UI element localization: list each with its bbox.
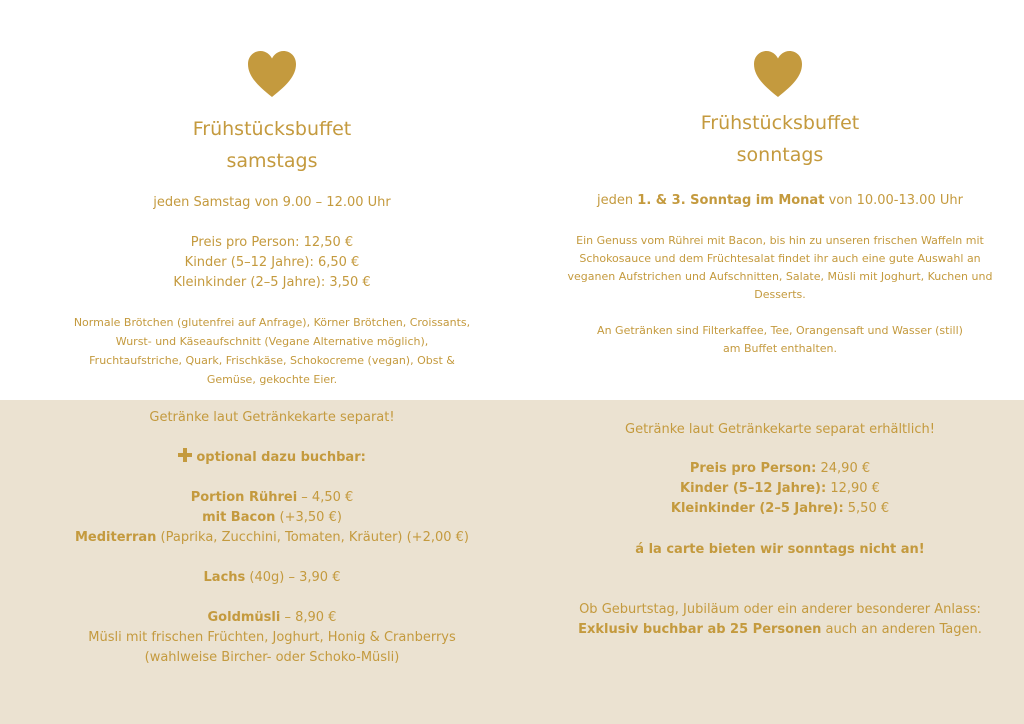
title-line: Frühstücksbuffet bbox=[700, 112, 860, 134]
price-line: Kinder (5–12 Jahre): 6,50 € bbox=[184, 255, 360, 270]
addon-price: (+3,50 €) bbox=[275, 510, 342, 525]
heart-icon bbox=[753, 50, 803, 98]
description-line: Fruchtaufstriche, Quark, Frischkäse, Schokocreme (vegan), Obst & bbox=[89, 354, 455, 367]
schedule-saturday bbox=[30, 193, 514, 213]
schedule-bold: 1. & 3. Sonntag im Monat bbox=[637, 193, 825, 208]
title-sunday bbox=[526, 107, 1024, 171]
events-line-2 bbox=[526, 620, 1024, 640]
no-alacarte-note bbox=[526, 540, 1024, 560]
price-value: 12,90 € bbox=[826, 481, 880, 496]
description-line: Schokosauce und dem Früchtesalat findet ihr auch eine gute Auswahl an bbox=[579, 252, 981, 265]
addon-name: Lachs bbox=[203, 570, 246, 585]
plus-icon bbox=[178, 448, 192, 462]
description-line: Normale Brötchen (glutenfrei auf Anfrage), Körner Brötchen, Croissants, bbox=[73, 316, 471, 329]
drinks-included-sunday bbox=[526, 322, 1024, 358]
price-line: Preis pro Person: 12,50 € bbox=[190, 235, 354, 250]
addon-name: Portion Rührei bbox=[190, 490, 298, 505]
muesli-line: (wahlweise Bircher- oder Schoko-Müsli) bbox=[144, 650, 400, 665]
description-sunday bbox=[526, 232, 1024, 304]
muesli-line: Müsli mit frischen Früchten, Joghurt, Honig & Cranberrys bbox=[88, 630, 456, 645]
addon-mediterran bbox=[30, 528, 514, 548]
optional-label: optional dazu buchbar: bbox=[196, 450, 366, 465]
no-alacarte-text: á la carte bieten wir sonntags nicht an! bbox=[635, 542, 925, 557]
title-line: sonntags bbox=[736, 144, 824, 166]
price-label: Kinder (5–12 Jahre): bbox=[680, 481, 827, 496]
drinks-note-text: Getränke laut Getränkekarte separat! bbox=[149, 410, 395, 425]
price-line bbox=[526, 499, 1024, 519]
title-line: Frühstücksbuffet bbox=[192, 118, 352, 140]
addon-detail: (40g) – 3,90 € bbox=[245, 570, 341, 585]
addon-price: – 8,90 € bbox=[280, 610, 337, 625]
schedule-post: von 10.00-13.00 Uhr bbox=[824, 193, 963, 208]
addon-name: mit Bacon bbox=[202, 510, 276, 525]
addon-detail: (Paprika, Zucchini, Tomaten, Kräuter) (+2,00 €) bbox=[156, 530, 469, 545]
drinks-note-saturday bbox=[30, 408, 514, 428]
description-saturday bbox=[30, 313, 514, 389]
description-line: veganen Aufstrichen und Aufschnitten, Salate, Müsli mit Joghurt, Kuchen und bbox=[567, 270, 993, 283]
events-line: Ob Geburtstag, Jubiläum oder ein anderer besonderer Anlass: bbox=[579, 602, 981, 617]
events-post: auch an anderen Tagen. bbox=[821, 622, 982, 637]
title-saturday bbox=[30, 113, 514, 177]
price-label: Kleinkinder (2–5 Jahre): bbox=[670, 501, 844, 516]
addon-ruehrei bbox=[30, 488, 514, 508]
addon-name: Mediterran bbox=[75, 530, 157, 545]
events-bold: Exklusiv buchbar ab 25 Personen bbox=[578, 622, 822, 637]
prices-sunday bbox=[526, 459, 1024, 519]
schedule-text: jeden Samstag von 9.00 – 12.00 Uhr bbox=[153, 195, 391, 210]
drinks-line: An Getränken sind Filterkaffee, Tee, Orangensaft und Wasser (still) bbox=[597, 324, 963, 337]
heart-icon bbox=[247, 50, 297, 98]
price-value: 24,90 € bbox=[816, 461, 871, 476]
description-line: Desserts. bbox=[754, 288, 806, 301]
addon-name: Goldmüsli bbox=[207, 610, 281, 625]
price-line bbox=[526, 459, 1024, 479]
price-line bbox=[526, 479, 1024, 499]
drinks-note-text: Getränke laut Getränkekarte separat erhältlich! bbox=[625, 422, 935, 437]
description-line: Ein Genuss vom Rührei mit Bacon, bis hin zu unseren frischen Waffeln mit bbox=[576, 234, 984, 247]
drinks-note-sunday bbox=[526, 420, 1024, 440]
drinks-line: am Buffet enthalten. bbox=[723, 342, 837, 355]
addon-goldmuesli bbox=[30, 608, 514, 668]
schedule-pre: jeden bbox=[597, 193, 638, 208]
price-label: Preis pro Person: bbox=[689, 461, 817, 476]
addons-eggs bbox=[30, 488, 514, 548]
addon-lachs bbox=[30, 568, 514, 588]
optional-heading bbox=[30, 448, 514, 468]
addon-bacon bbox=[30, 508, 514, 528]
events-note bbox=[526, 600, 1024, 640]
schedule-sunday bbox=[526, 191, 1024, 211]
price-line: Kleinkinder (2–5 Jahre): 3,50 € bbox=[173, 275, 371, 290]
title-line: samstags bbox=[226, 150, 318, 172]
description-line: Wurst- und Käseaufschnitt (Vegane Alternative möglich), bbox=[115, 335, 429, 348]
description-line: Gemüse, gekochte Eier. bbox=[206, 373, 338, 386]
price-value: 5,50 € bbox=[843, 501, 890, 516]
prices-saturday bbox=[30, 233, 514, 293]
addon-price: – 4,50 € bbox=[297, 490, 354, 505]
